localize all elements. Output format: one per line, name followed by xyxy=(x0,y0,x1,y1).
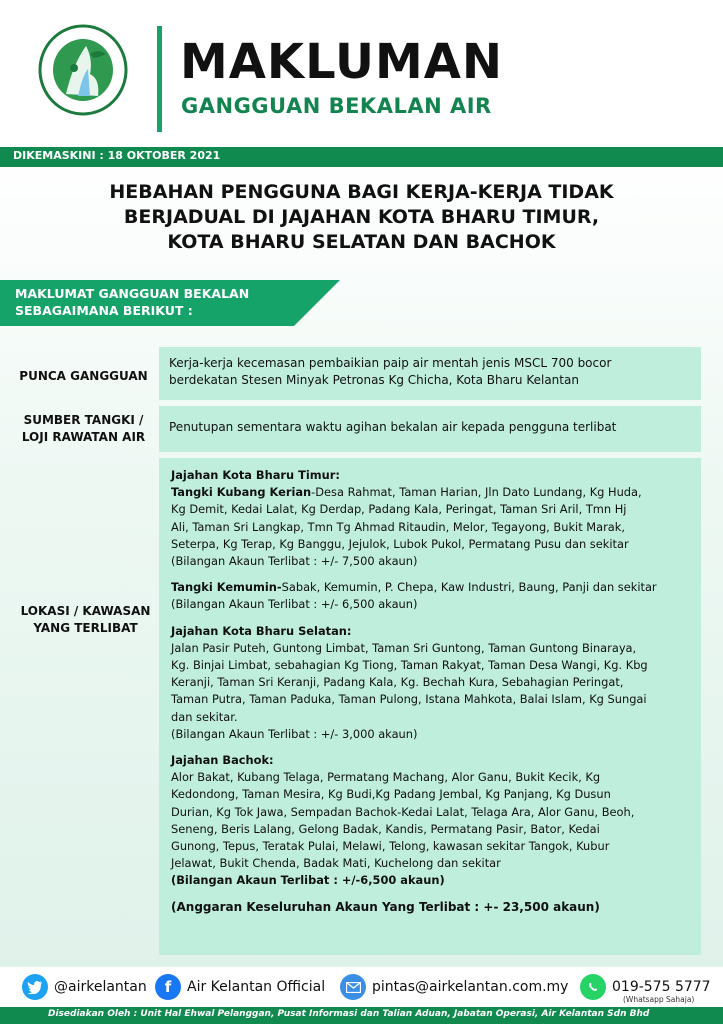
kerian-line: -Desa Rahmat, Taman Harian, Jln Dato Lundang, Kg Huda, xyxy=(311,485,642,500)
air-kelantan-logo xyxy=(38,24,128,116)
banner-line: MAKLUMAT GANGGUAN BEKALAN xyxy=(15,286,250,301)
kerian-line: (Bilangan Akaun Terlibat : +/- 7,500 akaun) xyxy=(171,554,418,569)
twitter-contact[interactable] xyxy=(22,973,147,1001)
credit-bar xyxy=(0,1007,723,1024)
kemumin-line: Sabak, Kemumin, P. Chepa, Kaw Industri, Baung, Panji dan sekitar xyxy=(281,580,657,595)
bachok-line: Durian, Kg Tok Jawa, Sempadan Bachok-Kedai Lalat, Telaga Ara, Alor Ganu, Beoh, xyxy=(171,804,635,819)
kbs-line: (Bilangan Akaun Terlibat : +/- 3,000 akaun) xyxy=(171,726,418,741)
bachok-total: (Bilangan Akaun Terlibat : +/-6,500 akaun) xyxy=(171,873,445,888)
punca-line: berdekatan Stesen Minyak Petronas Kg Chicha, Kota Bharu Kelantan xyxy=(169,373,579,388)
punca-label: PUNCA GANGGUAN xyxy=(19,369,148,383)
email-icon xyxy=(340,974,366,1000)
page-subtitle: GANGGUAN BEKALAN AIR xyxy=(181,94,492,118)
lokasi-label-line: LOKASI / KAWASAN xyxy=(20,604,151,618)
bachok-heading: Jajahan Bachok: xyxy=(171,753,274,768)
punca-line: Kerja-kerja kecemasan pembaikian paip air mentah jenis MSCL 700 bocor xyxy=(169,356,612,370)
tangki-kerian-name: Tangki Kubang Kerian xyxy=(171,485,312,500)
headline-line: KOTA BHARU SELATAN DAN BACHOK xyxy=(167,231,556,253)
banner-line: SEBAGAIMANA BERIKUT : xyxy=(15,303,193,318)
twitter-handle: @airkelantan xyxy=(54,979,147,995)
lokasi-box xyxy=(159,458,701,955)
lokasi-label xyxy=(8,603,163,637)
kbs-line: dan sekitar. xyxy=(171,709,238,724)
bachok-line: Seneng, Beris Lalang, Gelong Badak, Kandis, Permatang Pasir, Bator, Kedai xyxy=(171,821,600,836)
email-address: pintas@airkelantan.com.my xyxy=(372,979,569,995)
contact-footer xyxy=(0,967,723,1007)
whatsapp-number: 019-575 5777 xyxy=(612,979,711,995)
lokasi-label-line: YANG TERLIBAT xyxy=(33,621,138,635)
kerian-line: Ali, Taman Sri Langkap, Tmn Tg Ahmad Ritaudin, Melor, Tegayong, Bukit Marak, xyxy=(171,519,625,534)
bachok-line: Gunong, Tepus, Teratak Pulai, Melawi, Telong, kawasan sekitar Tangok, Kubur xyxy=(171,839,610,854)
info-banner xyxy=(0,280,340,326)
facebook-name: Air Kelantan Official xyxy=(187,979,326,995)
twitter-icon xyxy=(22,974,48,1000)
kbs-line: Jalan Pasir Puteh, Guntong Limbat, Taman Sri Guntong, Taman Guntong Binaraya, xyxy=(171,640,637,655)
kbs-heading: Jajahan Kota Bharu Selatan: xyxy=(171,623,352,638)
grand-total: (Anggaran Keseluruhan Akaun Yang Terlibat : +- 23,500 akaun) xyxy=(171,899,600,914)
update-date: DIKEMASKINI : 18 OKTOBER 2021 xyxy=(13,149,221,162)
sumber-label xyxy=(6,412,161,446)
whatsapp-icon xyxy=(580,974,606,1000)
kbs-line: Taman Putra, Taman Paduka, Taman Pulong, Istana Mahkota, Balai Islam, Kg Sungai xyxy=(171,692,647,707)
page-title: MAKLUMAN xyxy=(180,34,504,90)
update-date-bar xyxy=(0,147,723,167)
facebook-icon: f xyxy=(155,974,181,1000)
sumber-box xyxy=(159,406,701,452)
whatsapp-note: (Whatsapp Sahaja) xyxy=(623,995,695,1004)
kbs-line: Kg. Binjai Limbat, sebahagian Kg Tiong, Taman Rakyat, Taman Desa Wangi, Kg. Kbg xyxy=(171,658,648,673)
email-contact[interactable] xyxy=(340,973,568,1001)
bachok-line: Kedondong, Taman Mesira, Kg Budi,Kg Padang Jembal, Kg Panjang, Kg Dusun xyxy=(171,787,611,802)
credit-text: Disediakan Oleh : Unit Hal Ehwal Pelanggan, Pusat Informasi dan Talian Aduan, Jabatan Operasi, Air Kelantan Sdn Bhd xyxy=(48,1009,650,1019)
kbt-heading: Jajahan Kota Bharu Timur: xyxy=(171,468,340,482)
kerian-line: Seterpa, Kg Terap, Kg Banggu, Jejulok, Lubok Pukol, Permatang Pusu dan sekitar xyxy=(171,536,629,551)
tangki-kemumin-name: Tangki Kemumin- xyxy=(171,580,282,595)
bachok-line: Jelawat, Bukit Chenda, Badak Mati, Kuchelong dan sekitar xyxy=(171,856,501,871)
headline-line: HEBAHAN PENGGUNA BAGI KERJA-KERJA TIDAK xyxy=(109,181,614,203)
punca-box xyxy=(159,347,701,400)
bachok-line: Alor Bakat, Kubang Telaga, Permatang Machang, Alor Ganu, Bukit Kecik, Kg xyxy=(171,770,601,785)
kerian-line: Kg Demit, Kedai Lalat, Kg Derdap, Padang Kala, Peringat, Taman Sri Aril, Tmn Hj xyxy=(171,502,627,517)
sumber-label-line: SUMBER TANGKI / xyxy=(23,413,144,427)
header-divider xyxy=(157,26,162,132)
sumber-text: Penutupan sementara waktu agihan bekalan air kepada pengguna terlibat xyxy=(169,420,617,434)
kbs-line: Keranji, Taman Sri Keranji, Padang Kala, Kg. Bechah Kura, Sebahagian Peringat, xyxy=(171,675,624,690)
sumber-label-line: LOJI RAWATAN AIR xyxy=(21,430,146,444)
headline xyxy=(40,180,683,255)
facebook-contact[interactable] xyxy=(155,973,325,1001)
kemumin-line: (Bilangan Akaun Terlibat : +/- 6,500 akaun) xyxy=(171,597,418,612)
headline-line: BERJADUAL DI JAJAHAN KOTA BHARU TIMUR, xyxy=(123,206,600,228)
